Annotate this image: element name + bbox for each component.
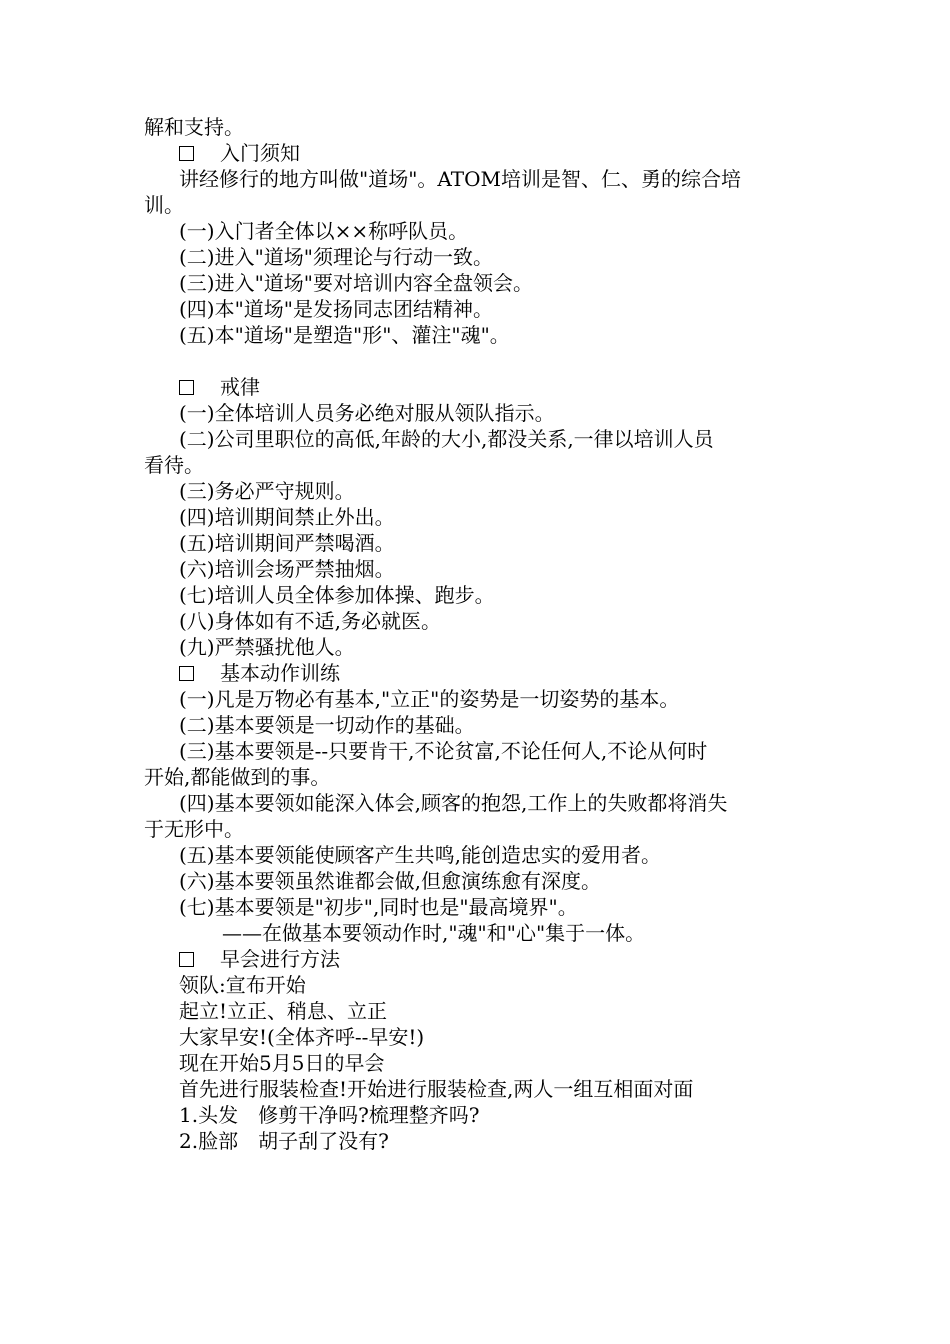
paragraph-line: (一)凡是万物必有基本,"立正"的姿势是一切姿势的基本。	[179, 687, 680, 711]
paragraph-line: 2.脸部 胡子刮了没有?	[179, 1129, 389, 1153]
checkbox-square-icon	[179, 666, 194, 681]
paragraph-continuation: 于无形中。	[144, 817, 244, 841]
paragraph-line: 讲经修行的地方叫做"道场"。ATOM培训是智、仁、勇的综合培	[179, 167, 741, 191]
checkbox-square-icon	[179, 380, 194, 395]
paragraph-line: (四)培训期间禁止外出。	[179, 505, 395, 529]
section-heading-text: 入门须知	[220, 141, 300, 165]
section-heading-text: 戒律	[220, 375, 260, 399]
paragraph-line: (一)入门者全体以××称呼队员。	[179, 219, 469, 243]
paragraph-line: (一)全体培训人员务必绝对服从领队指示。	[179, 401, 555, 425]
checkbox-square-icon	[179, 952, 194, 967]
paragraph-line: 1.头发 修剪干净吗?梳理整齐吗?	[179, 1103, 480, 1127]
paragraph-line: (六)基本要领虽然谁都会做,但愈演练愈有深度。	[179, 869, 601, 893]
paragraph-line: (三)进入"道场"要对培训内容全盘领会。	[179, 271, 534, 295]
paragraph-line: (七)培训人员全体参加体操、跑步。	[179, 583, 495, 607]
paragraph-line: (五)基本要领能使顾客产生共鸣,能创造忠实的爱用者。	[179, 843, 661, 867]
paragraph-line: (二)基本要领是一切动作的基础。	[179, 713, 475, 737]
section-heading	[144, 660, 814, 686]
paragraph-line: (二)公司里职位的高低,年龄的大小,都没关系,一律以培训人员	[179, 427, 714, 451]
paragraph-continuation: 看待。	[144, 453, 204, 477]
paragraph-continuation: 解和支持。	[144, 115, 244, 139]
paragraph-line: (三)务必严守规则。	[179, 479, 355, 503]
section-heading-text: 早会进行方法	[220, 947, 340, 971]
section-heading-text: 基本动作训练	[220, 661, 340, 685]
paragraph-line: (五)本"道场"是塑造"形"、灌注"魂"。	[179, 323, 510, 347]
paragraph-line: (九)严禁骚扰他人。	[179, 635, 355, 659]
paragraph-continuation: 开始,都能做到的事。	[144, 765, 331, 789]
document-body	[144, 114, 814, 1154]
paragraph-line: 大家早安!(全体齐呼--早安!)	[179, 1025, 425, 1049]
paragraph-line: 现在开始5月5日的早会	[179, 1051, 385, 1075]
blank-line	[144, 348, 814, 374]
paragraph-line: (三)基本要领是--只要肯干,不论贫富,不论任何人,不论从何时	[179, 739, 708, 763]
paragraph-continuation: 训。	[144, 193, 184, 217]
section-heading	[144, 374, 814, 400]
paragraph-line: (七)基本要领是"初步",同时也是"最高境界"。	[179, 895, 578, 919]
paragraph-line: (五)培训期间严禁喝酒。	[179, 531, 395, 555]
paragraph-line: 起立!立正、稍息、立正	[179, 999, 388, 1023]
paragraph-line: (四)基本要领如能深入体会,顾客的抱怨,工作上的失败都将消失	[179, 791, 728, 815]
section-heading	[144, 140, 814, 166]
checkbox-square-icon	[179, 146, 194, 161]
paragraph-line: 领队:宣布开始	[179, 973, 306, 997]
paragraph-line: 首先进行服装检查!开始进行服装检查,两人一组互相面对面	[179, 1077, 694, 1101]
paragraph-line: (四)本"道场"是发扬同志团结精神。	[179, 297, 494, 321]
paragraph-line: (二)进入"道场"须理论与行动一致。	[179, 245, 494, 269]
paragraph-line: (六)培训会场严禁抽烟。	[179, 557, 395, 581]
paragraph-line: ——在做基本要领动作时,"魂"和"心"集于一体。	[222, 921, 646, 945]
paragraph-line: (八)身体如有不适,务必就医。	[179, 609, 441, 633]
section-heading	[144, 946, 814, 972]
